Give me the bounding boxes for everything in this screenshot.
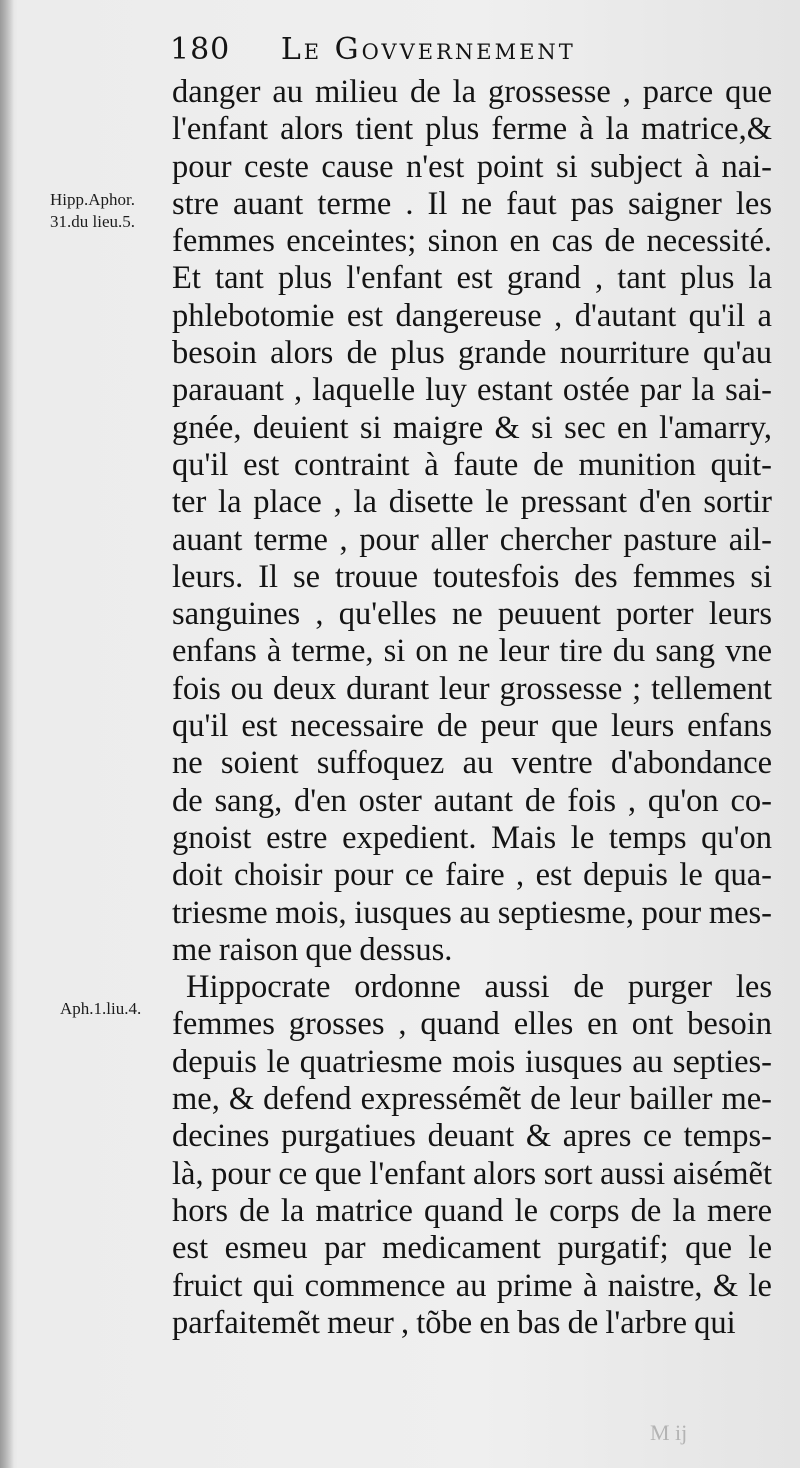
text-line: qu'il est necessaire de peur que leurs enfans	[172, 708, 772, 745]
text-line: depuis le quatriesme mois iusques au septies-	[172, 1043, 772, 1080]
text-line: parfaitemẽt meur , tõbe en bas de l'arbre qui	[172, 1304, 736, 1341]
text-line: sanguines , qu'elles ne peuuent porter leurs	[172, 596, 772, 633]
text-line: besoin alors de plus grande nourriture qu'au	[172, 335, 772, 372]
text-line: me, & defend expressémẽt de leur bailler me-	[172, 1081, 772, 1118]
text-line: fruict qui commence au prime à naistre, & le	[172, 1267, 772, 1304]
margin-note-hippocrates-aphorism: Hipp.Aphor. 31.du lieu.5.	[50, 190, 135, 231]
catchword: M ij	[650, 1420, 688, 1445]
text-line: là, pour ce que l'enfant alors sort aussi aisémẽt	[172, 1155, 772, 1192]
page-number: 180	[170, 32, 231, 67]
text-line: auant terme , pour aller chercher pasture ail-	[172, 521, 772, 558]
running-header	[170, 28, 770, 72]
text-line: doit choisir pour ce faire , est depuis le qua-	[172, 857, 772, 894]
text-line: l'enfant alors tient plus ferme à la matrice,&	[172, 111, 772, 148]
text-line: de sang, d'en oster autant de fois , qu'on co-	[172, 782, 772, 819]
text-line: Hippocrate ordonne aussi de purger les	[186, 969, 772, 1006]
text-line: enfans à terme, si on ne leur tire du sang vne	[172, 633, 772, 670]
text-line: stre auant terme . Il ne faut pas saigner les	[172, 185, 772, 222]
page-gutter-shadow	[0, 0, 14, 1468]
text-line: parauant , laquelle luy estant ostée par la sai-	[172, 372, 772, 409]
text-line: me raison que dessus.	[172, 931, 453, 968]
text-line: triesme mois, iusques au septiesme, pour mes-	[172, 894, 772, 931]
text-line: danger au milieu de la grossesse , parce que	[172, 74, 772, 110]
text-line: gnoist estre expedient. Mais le temps qu'on	[172, 819, 772, 856]
text-line: qu'il est contraint à faute de munition quit-	[172, 446, 772, 483]
text-line: Et tant plus l'enfant est grand , tant plus la	[172, 260, 772, 297]
text-line: hors de la matrice quand le corps de la mere	[172, 1192, 772, 1229]
text-line: pour ceste cause n'est point si subject à nai-	[172, 148, 772, 185]
text-line: phlebotomie est dangereuse , d'autant qu'il a	[172, 297, 772, 334]
text-line: ter la place , la disette le pressant d'en sortir	[172, 484, 772, 521]
text-line: femmes enceintes; sinon en cas de necessité.	[172, 223, 772, 260]
text-line: gnée, deuient si maigre & si sec en l'amarry,	[172, 409, 772, 446]
text-line: est esmeu par medicament purgatif; que le	[172, 1230, 772, 1267]
margin-note-aphorism-book4: Aph.1.liu.4.	[60, 999, 142, 1018]
body-text	[172, 74, 772, 1342]
text-line: ne soient suffoquez au ventre d'abondance	[172, 745, 772, 782]
text-line: leurs. Il se trouue toutesfois des femmes si	[172, 558, 772, 595]
running-title: Le Govvernement	[280, 32, 576, 67]
text-line: fois ou deux durant leur grossesse ; tellement	[172, 670, 772, 707]
text-line: decines purgatiues deuant & apres ce temps-	[172, 1118, 772, 1155]
text-line: femmes grosses , quand elles en ont besoin	[172, 1006, 772, 1043]
